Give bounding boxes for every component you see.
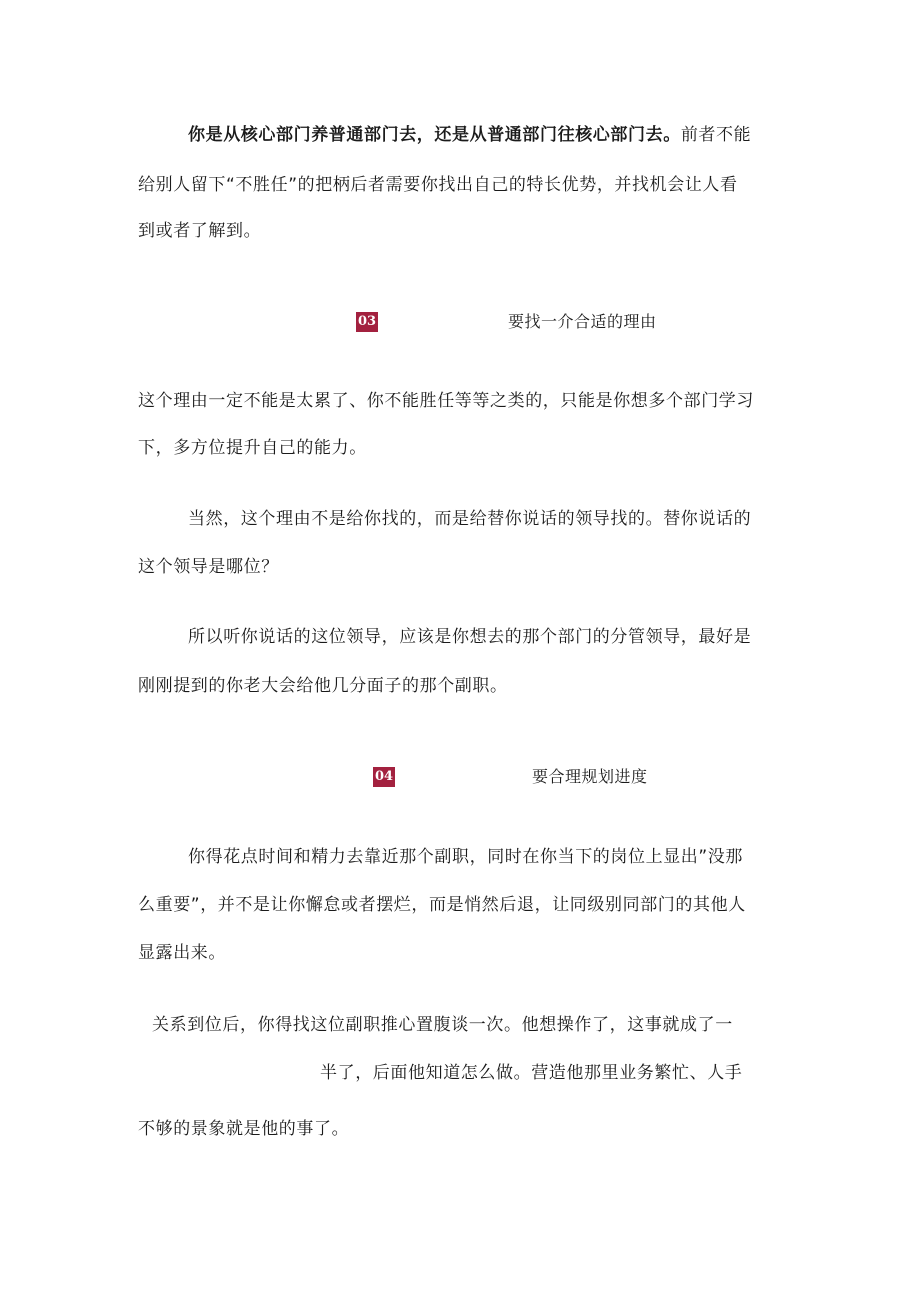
section-number-badge: 04 [373, 767, 395, 787]
paragraph-1-line-3: 到或者了解到。 [138, 221, 262, 241]
paragraph-6-line-1: 关系到位后，你得找这位副职推心置腹谈一次。他想操作了，这事就成了一 [152, 1015, 733, 1035]
paragraph-5-line-3: 显露出来。 [138, 943, 226, 963]
paragraph-2-line-1: 这个理由一定不能是太累了、你不能胜任等等之类的，只能是你想多个部门学习 [138, 391, 754, 411]
section-heading: 要合理规划进度 [532, 767, 648, 786]
paragraph-6-line-3: 不够的景象就是他的事了。 [138, 1119, 350, 1139]
paragraph-1-bold-text: 你是从核心部门养普通部门去，还是从普通部门往核心部门去。 [188, 125, 681, 145]
paragraph-3-line-1: 当然，这个理由不是给你找的，而是给替你说话的领导找的。替你说话的 [188, 509, 752, 529]
paragraph-5-line-1: 你得花点时间和精力去靠近那个副职，同时在你当下的岗位上显出”没那 [188, 847, 744, 867]
section-heading: 要找一介合适的理由 [508, 312, 657, 331]
paragraph-2-line-2: 下，多方位提升自己的能力。 [138, 438, 367, 458]
paragraph-1-line-2: 给别人留下“不胜任”的把柄后者需要你找出自己的特长优势，并找机会让人看 [138, 175, 738, 195]
section-number-badge: 03 [356, 312, 378, 332]
paragraph-1-text: 前者不能 [680, 125, 752, 145]
paragraph-4-line-2: 刚刚提到的你老大会给他几分面子的那个副职。 [138, 676, 508, 696]
paragraph-4-line-1: 所以听你说话的这位领导，应该是你想去的那个部门的分管领导，最好是 [188, 627, 752, 647]
paragraph-5-line-2: 么重要”，并不是让你懈怠或者摆烂，而是悄然后退，让同级别同部门的其他人 [138, 895, 746, 915]
paragraph-6-line-2: 半了，后面他知道怎么做。营造他那里业务繁忙、人手 [320, 1063, 743, 1083]
paragraph-1-line-1 [188, 124, 751, 146]
paragraph-3-line-2: 这个领导是哪位？ [138, 557, 279, 577]
